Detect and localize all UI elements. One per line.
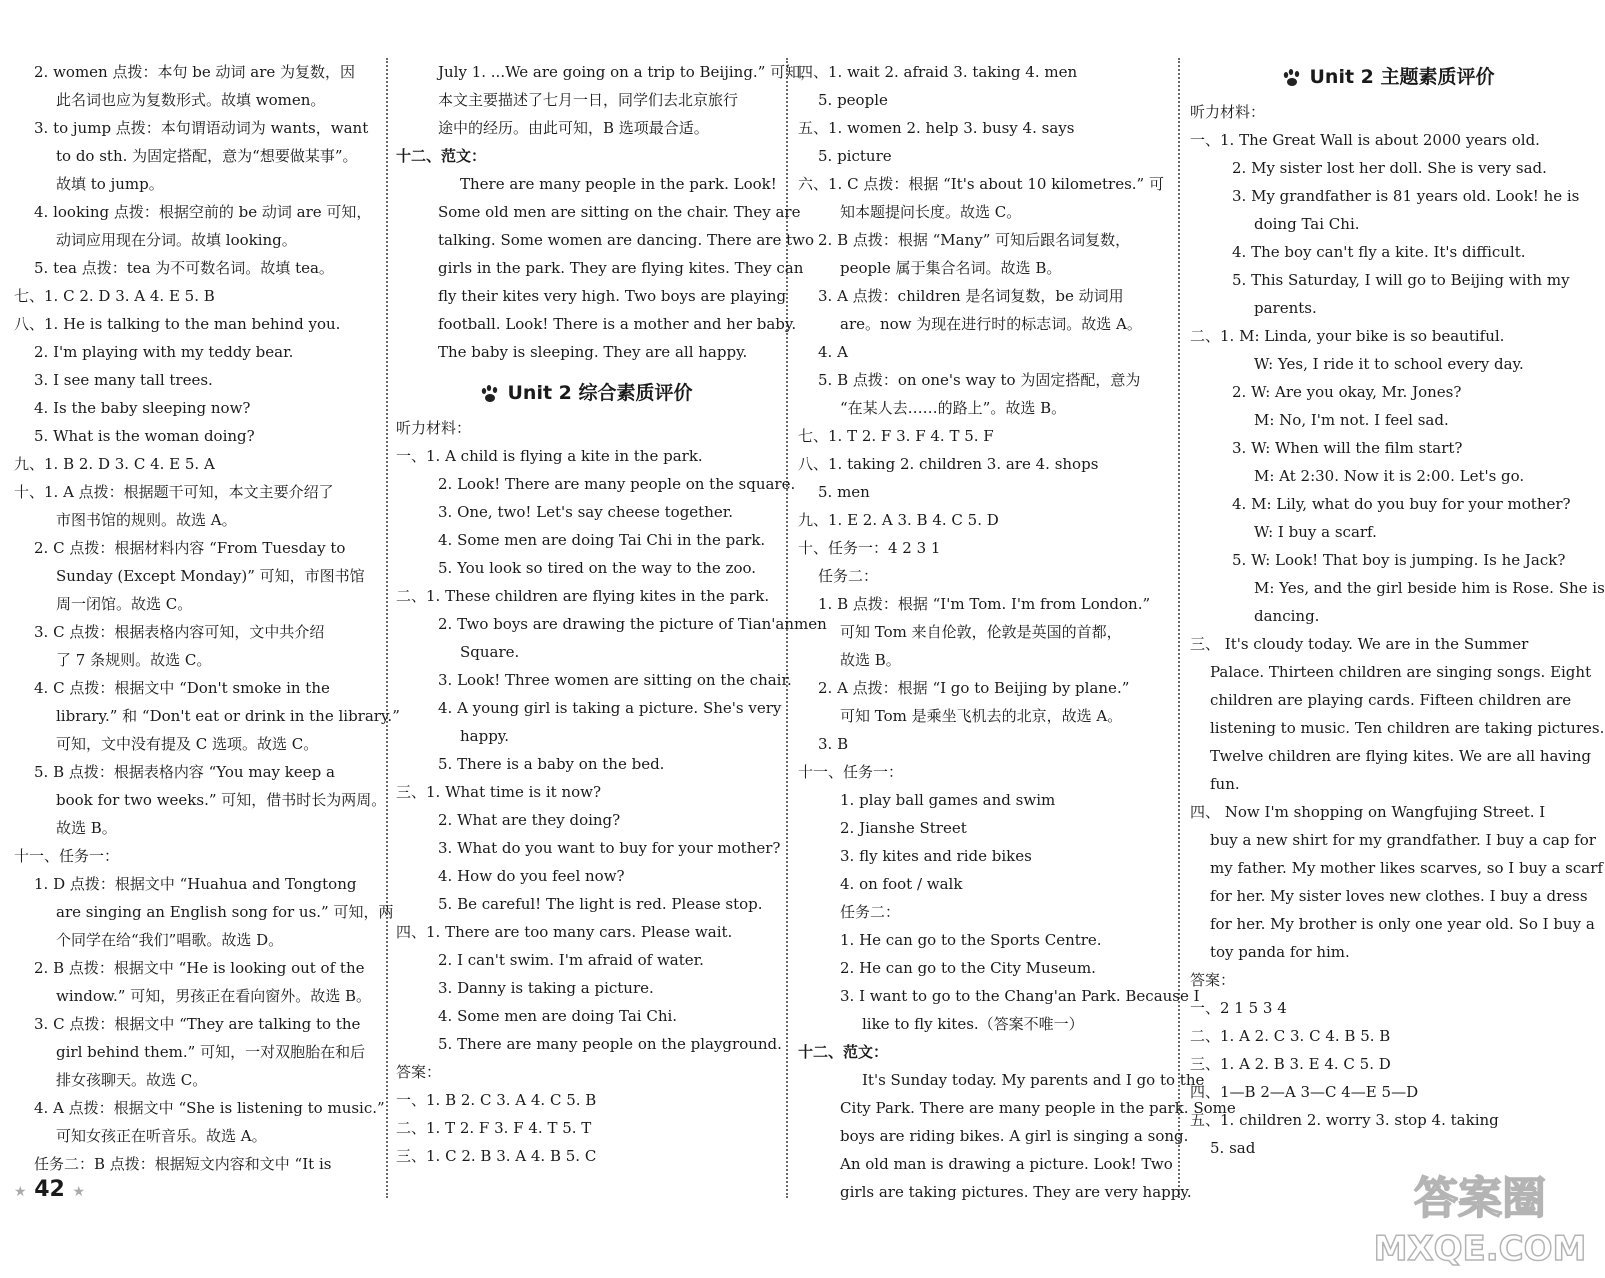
text-line: The baby is sleeping. They are all happy. [438, 343, 748, 361]
column-4-body [1190, 98, 1605, 1162]
text-line: 十二、范文： [396, 147, 487, 165]
star-icon: ★ [14, 1184, 27, 1200]
text-line: 2. He can go to the City Museum. [840, 959, 1096, 977]
text-line: 九、1. B 2. D 3. C 4. E 5. A [14, 455, 215, 473]
text-line: 三、1. A 2. B 3. E 4. C 5. D [1190, 1055, 1391, 1073]
text-line: talking. Some women are dancing. There are two [438, 231, 815, 249]
column-2 [396, 58, 827, 1170]
text-line: 三、1. C 2. B 3. A 4. B 5. C [396, 1147, 597, 1165]
text-line: 个同学在给“我们”唱歌。故选 D。 [56, 931, 284, 949]
column-1 [14, 58, 400, 1178]
text-line: girls in the park. They are flying kites. They can [438, 259, 804, 277]
text-line: 可知，文中没有提及 C 选项。故选 C。 [56, 735, 319, 753]
text-line: 答案： [396, 1063, 442, 1081]
text-line: 七、1. T 2. F 3. F 4. T 5. F [798, 427, 994, 445]
text-line: 4. The boy can't fly a kite. It's difficult. [1232, 243, 1526, 261]
text-line: fly their kites very high. Two boys are playing [438, 287, 787, 305]
watermark-logo [1370, 1165, 1590, 1270]
text-line: my father. My mother likes scarves, so I buy a scarf [1210, 859, 1603, 877]
text-line: 2. Two boys are drawing the picture of Tian'anmen [438, 615, 827, 633]
text-line: 5. people [818, 91, 888, 109]
paw-icon [1282, 69, 1302, 87]
text-line: 4. Some men are doing Tai Chi. [438, 1007, 678, 1025]
text-line: for her. My sister loves new clothes. I buy a dress [1210, 887, 1588, 905]
text-line: Some old men are sitting on the chair. They are [438, 203, 801, 221]
text-line: 2. Look! There are many people on the square. [438, 475, 796, 493]
column-2-bottom [396, 414, 827, 1170]
column-2-top [396, 58, 816, 366]
text-line: 途中的经历。由此可知，B 选项最合适。 [438, 119, 709, 137]
text-line: Sunday (Except Monday)” 可知，市图书馆 [56, 567, 365, 585]
text-line: 3. to jump 点拨：本句谓语动词为 wants，want [34, 119, 369, 137]
text-line: dancing. [1254, 607, 1320, 625]
text-line: 动词应用现在分词。故填 looking。 [56, 231, 297, 249]
text-line: 2. What are they doing? [438, 811, 621, 829]
text-line: 3. I want to go to the Chang'an Park. Because I [840, 987, 1200, 1005]
text-line: 周一闭馆。故选 C。 [56, 595, 193, 613]
text-line: 二、1. These children are flying kites in the park. [396, 587, 770, 605]
text-line: 二、1. M: Linda, your bike is so beautiful. [1190, 327, 1505, 345]
text-line: people 属于集合名词。故选 B。 [840, 259, 1062, 277]
text-line: 二、1. T 2. F 3. F 4. T 5. T [396, 1119, 592, 1137]
text-line: 2. B 点拨：根据文中 “He is looking out of the [34, 959, 365, 977]
text-line: 5. B 点拨：on one's way to 为固定搭配，意为 [818, 371, 1141, 389]
text-line: 故填 to jump。 [56, 175, 164, 193]
text-line: 1. play ball games and swim [840, 791, 1056, 809]
text-line: 七、1. C 2. D 3. A 4. E 5. B [14, 287, 215, 305]
text-line: 2. W: Are you okay, Mr. Jones? [1232, 383, 1462, 401]
text-line: 故选 B。 [56, 819, 117, 837]
text-line: 3. B [818, 735, 849, 753]
text-line: 5. W: Look! That boy is jumping. Is he Jack? [1232, 551, 1566, 569]
text-line: W: Yes, I ride it to school every day. [1254, 355, 1524, 373]
page-number-text: 42 [34, 1177, 65, 1202]
text-line: happy. [460, 727, 510, 745]
text-line: 3. A 点拨：children 是名词复数，be 动词用 [818, 287, 1124, 305]
text-line: 五、1. women 2. help 3. busy 4. says [798, 119, 1075, 137]
text-line: girls are taking pictures. They are very happy. [840, 1183, 1192, 1201]
text-line: book for two weeks.” 可知，借书时长为两周。 [56, 791, 387, 809]
text-line: 2. I can't swim. I'm afraid of water. [438, 951, 704, 969]
text-line: 听力材料： [396, 419, 472, 437]
text-line: 2. A 点拨：根据 “I go to Beijing by plane.” [818, 679, 1130, 697]
section-heading-text: Unit 2 主题素质评价 [1309, 66, 1495, 88]
text-line: Twelve children are flying kites. We are all having [1210, 747, 1591, 765]
text-line: 四、1—B 2—A 3—C 4—E 5—D [1190, 1083, 1419, 1101]
text-line: library.” 和 “Don't eat or drink in the library.” [56, 707, 400, 725]
text-line: 排女孩聊天。故选 C。 [56, 1071, 208, 1089]
text-line: 可知 Tom 是乘坐飞机去的北京，故选 A。 [840, 707, 1123, 725]
text-line: City Park. There are many people in the park. Some [840, 1099, 1236, 1117]
text-line: 本文主要描述了七月一日，同学们去北京旅行 [438, 91, 739, 109]
text-line: 3. What do you want to buy for your mother? [438, 839, 781, 857]
text-line: 2. My sister lost her doll. She is very sad. [1232, 159, 1547, 177]
text-line: 2. B 点拨：根据 “Many” 可知后跟名词复数， [818, 231, 1131, 249]
text-line: 此名词也应为复数形式。故填 women。 [56, 91, 326, 109]
text-line: 三、1. What time is it now? [396, 783, 602, 801]
text-line: 2. C 点拨：根据材料内容 “From Tuesday to [34, 539, 346, 557]
text-line: football. Look! There is a mother and her baby. [438, 315, 797, 333]
text-line: 4. C 点拨：根据文中 “Don't smoke in the [34, 679, 330, 697]
text-line: window.” 可知，男孩正在看向窗外。故选 B。 [56, 987, 371, 1005]
text-line: There are many people in the park. Look! [460, 175, 777, 193]
star-icon: ★ [72, 1184, 86, 1200]
text-line: 一、1. The Great Wall is about 2000 years old. [1190, 131, 1540, 149]
text-line: 4. looking 点拨：根据空前的 be 动词 are 可知， [34, 203, 372, 221]
text-line: 1. He can go to the Sports Centre. [840, 931, 1102, 949]
text-line: 3. fly kites and ride bikes [840, 847, 1032, 865]
section-heading [396, 378, 776, 408]
text-line: boys are riding bikes. A girl is singing a song. [840, 1127, 1189, 1145]
text-line: 八、1. He is talking to the man behind you. [14, 315, 341, 333]
text-line: 十、1. A 点拨：根据题干可知，本文主要介绍了 [14, 483, 334, 501]
text-line: 可知 Tom 来自伦敦，伦敦是英国的首都， [840, 623, 1122, 641]
text-line: 十一、任务一： [798, 763, 904, 781]
text-line: 3. C 点拨：根据表格内容可知，文中共介绍 [34, 623, 325, 641]
text-line: parents. [1254, 299, 1317, 317]
text-line: 四、 Now I'm shopping on Wangfujing Street. I [1190, 803, 1546, 821]
text-line: girl behind them.” 可知，一对双胞胎在和后 [56, 1043, 366, 1061]
text-line: 故选 B。 [840, 651, 901, 669]
text-line: 4. A [818, 343, 848, 361]
text-line: 六、1. C 点拨：根据 “It's about 10 kilometres.” 可 [798, 175, 1164, 193]
text-line: to do sth. 为固定搭配，意为“想要做某事”。 [56, 147, 358, 165]
text-line: M: No, I'm not. I feel sad. [1254, 411, 1449, 429]
text-line: 任务二：B 点拨：根据短文内容和文中 “It is [34, 1155, 332, 1173]
text-line: 4. M: Lily, what do you buy for your mother? [1232, 495, 1571, 513]
text-line: Square. [460, 643, 520, 661]
text-line: 2. women 点拨：本句 be 动词 are 为复数，因 [34, 63, 356, 81]
text-line: children are playing cards. Fifteen children are [1210, 691, 1572, 709]
text-line: 5. There is a baby on the bed. [438, 755, 665, 773]
text-line: 一、1. A child is flying a kite in the park. [396, 447, 703, 465]
section-heading [1190, 62, 1586, 92]
text-line: 十、任务一：4 2 3 1 [798, 539, 941, 557]
text-line: 二、1. A 2. C 3. C 4. B 5. B [1190, 1027, 1391, 1045]
text-line: 4. Is the baby sleeping now? [34, 399, 251, 417]
text-line: 5. You look so tired on the way to the zoo. [438, 559, 757, 577]
text-line: 知本题提问长度。故选 C。 [840, 203, 1022, 221]
text-line: 5. What is the woman doing? [34, 427, 255, 445]
text-line: 任务二： [840, 903, 901, 921]
text-line: 5. This Saturday, I will go to Beijing with my [1232, 271, 1570, 289]
text-line: 4. How do you feel now? [438, 867, 625, 885]
text-line: are。now 为现在进行时的标志词。故选 A。 [840, 315, 1142, 333]
section-heading-text: Unit 2 综合素质评价 [507, 382, 693, 404]
text-line: 5. Be careful! The light is red. Please stop. [438, 895, 763, 913]
text-line: 一、1. B 2. C 3. A 4. C 5. B [396, 1091, 597, 1109]
text-line: 任务二： [818, 567, 879, 585]
text-line: 市图书馆的规则。故选 A。 [56, 511, 237, 529]
text-line: for her. My brother is only one year old. So I buy a [1210, 915, 1595, 933]
text-line: 5. tea 点拨：tea 为不可数名词。故填 tea。 [34, 259, 334, 277]
text-line: 5. sad [1210, 1139, 1256, 1157]
text-line: 4. A young girl is taking a picture. She's very [438, 699, 782, 717]
text-line: 3. Look! Three women are sitting on the chair. [438, 671, 792, 689]
column-divider [1178, 58, 1180, 1198]
text-line: 3. My grandfather is 81 years old. Look! he is [1232, 187, 1580, 205]
text-line: W: I buy a scarf. [1254, 523, 1377, 541]
text-line: 听力材料： [1190, 103, 1266, 121]
text-line: listening to music. Ten children are taking pictures. [1210, 719, 1605, 737]
text-line: M: Yes, and the girl beside him is Rose. She is [1254, 579, 1605, 597]
paw-icon [480, 385, 500, 403]
text-line: 可知女孩正在听音乐。故选 A。 [56, 1127, 267, 1145]
text-line: 5. B 点拨：根据表格内容 “You may keep a [34, 763, 335, 781]
text-line: 九、1. E 2. A 3. B 4. C 5. D [798, 511, 999, 529]
text-line: Palace. Thirteen children are singing songs. Eight [1210, 663, 1592, 681]
text-line: 2. Jianshe Street [840, 819, 967, 837]
text-line: “在某人去……的路上”。故选 B。 [840, 399, 1067, 417]
text-line: 八、1. taking 2. children 3. are 4. shops [798, 455, 1099, 473]
text-line: 十一、任务一： [14, 847, 120, 865]
text-line: It's Sunday today. My parents and I go to the [862, 1071, 1205, 1089]
text-line: are singing an English song for us.” 可知，两 [56, 903, 394, 921]
column-4 [1190, 58, 1605, 1162]
text-line: 3. W: When will the film start? [1232, 439, 1463, 457]
watermark-text-top: 答案圈 [1414, 1173, 1546, 1224]
text-line: 1. B 点拨：根据 “I'm Tom. I'm from London.” [818, 595, 1151, 613]
text-line: 4. Some men are doing Tai Chi in the park. [438, 531, 766, 549]
text-line: 4. on foot / walk [840, 875, 963, 893]
text-line: 3. C 点拨：根据文中 “They are talking to the [34, 1015, 361, 1033]
text-line: 三、 It's cloudy today. We are in the Summer [1190, 635, 1529, 653]
text-line: An old man is drawing a picture. Look! Two [840, 1155, 1173, 1173]
text-line: toy panda for him. [1210, 943, 1350, 961]
text-line: fun. [1210, 775, 1240, 793]
text-line: 十二、范文： [798, 1043, 889, 1061]
text-line: 一、2 1 5 3 4 [1190, 999, 1287, 1017]
text-line: 了 7 条规则。故选 C。 [56, 651, 212, 669]
text-line: 四、1. wait 2. afraid 3. taking 4. men [798, 63, 1078, 81]
text-line: 4. A 点拨：根据文中 “She is listening to music.” [34, 1099, 385, 1117]
text-line: 五、1. children 2. worry 3. stop 4. taking [1190, 1111, 1499, 1129]
text-line: doing Tai Chi. [1254, 215, 1360, 233]
text-line: 3. Danny is taking a picture. [438, 979, 654, 997]
text-line: 3. One, two! Let's say cheese together. [438, 503, 734, 521]
text-line: July 1. ...We are going on a trip to Beijing.” 可知， [438, 63, 816, 81]
text-line: 2. I'm playing with my teddy bear. [34, 343, 294, 361]
watermark-text-bottom: MXQE.COM [1373, 1229, 1587, 1269]
text-line: 四、1. There are too many cars. Please wait. [396, 923, 733, 941]
text-line: buy a new shirt for my grandfather. I buy a cap for [1210, 831, 1596, 849]
text-line: 5. There are many people on the playground. [438, 1035, 782, 1053]
text-line: 1. D 点拨：根据文中 “Huahua and Tongtong [34, 875, 357, 893]
text-line: M: At 2:30. Now it is 2:00. Let's go. [1254, 467, 1525, 485]
text-line: 5. picture [818, 147, 892, 165]
page-number [14, 1176, 85, 1206]
text-line: 3. I see many tall trees. [34, 371, 213, 389]
column-divider [386, 58, 388, 1198]
text-line: like to fly kites.（答案不唯一） [862, 1015, 1084, 1033]
text-line: 5. men [818, 483, 870, 501]
text-line: 答案： [1190, 971, 1236, 989]
